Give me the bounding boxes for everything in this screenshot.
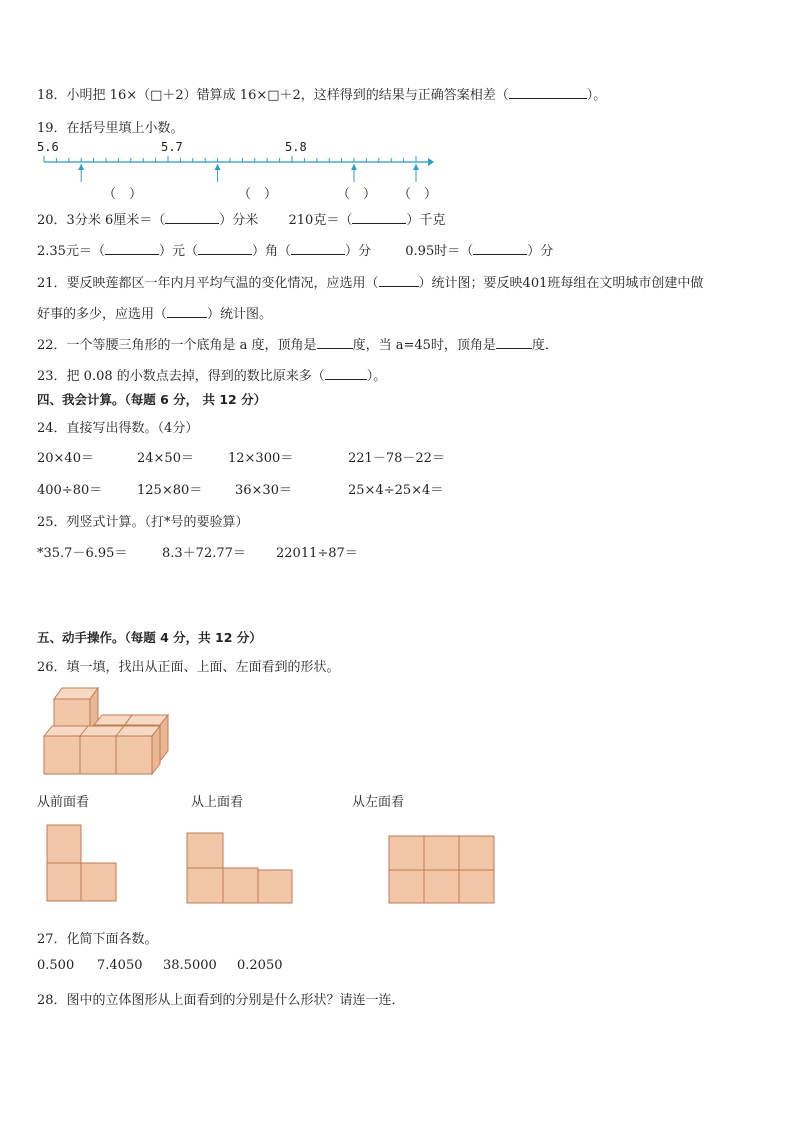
section-4-heading: 四、我会计算。（每题 6 分， 共 12 分） [37,392,267,407]
left-view-shape [388,835,496,905]
q23-blank[interactable] [325,367,367,380]
question-25-title: 25．列竖式计算。（打*号的要验算） [37,515,249,530]
q24-item-4: 221－78－22＝ [348,451,445,466]
q20-blank-2[interactable] [352,211,406,224]
numberline-pointer-head-4 [413,164,419,170]
numberline-answer-2[interactable]: （ ） [238,187,278,202]
question-20b: 2.35元＝（ ）元（ ）角（ ）分 0.95时＝（ ）分 [37,244,554,259]
q24-item-7: 36×30＝ [235,483,292,498]
question-28-title: 28．图中的立体图形从上面看到的分别是什么形状？请连一连． [37,993,405,1008]
q18-answer-blank[interactable] [509,86,587,99]
q24-item-8: 25×4÷25×4＝ [348,483,444,498]
numberline-pointer-head-1 [78,164,84,170]
cube-stack-figure [42,685,177,777]
q27-num-3: 38.5000 [163,958,217,973]
q20b-blank-minutes[interactable] [473,242,527,255]
numberline-label-5-6: 5.6 [37,140,59,154]
numberline-pointer-head-3 [351,164,357,170]
q22-blank-1[interactable] [317,336,353,349]
question-22: 22．一个等腰三角形的一个底角是 a 度，顶角是 度，当 a=45时，顶角是 度． [37,338,558,353]
q20b-blank-fen[interactable] [291,242,345,255]
numberline-answer-4[interactable]: （ ） [398,187,438,202]
question-20: 20．3分米 6厘米＝（ ）分米 210克＝（ ）千克 [37,213,446,228]
q25-item-3: 22011÷87＝ [276,546,358,561]
view-label-left: 从左面看 [352,795,405,810]
q21-blank-2[interactable] [167,305,207,318]
q18-text: 18．小明把 16×（□＋2）错算成 16×□＋2，这样得到的结果与正确答案相差（ [37,88,509,103]
numberline-label-5-7: 5.7 [161,140,183,154]
q25-item-2: 8.3＋72.77＝ [162,546,246,561]
section-5-heading: 五、动手操作。（每题 4 分，共 12 分） [37,630,262,645]
view-label-top: 从上面看 [191,795,244,810]
view-label-front: 从前面看 [37,795,90,810]
q27-num-1: 0.500 [37,958,75,973]
numberline-answer-3[interactable]: （ ） [337,187,377,202]
numberline-pointer-head-2 [215,164,221,170]
question-18: 18．小明把 16×（□＋2）错算成 16×□＋2，这样得到的结果与正确答案相差（ ）。 [37,88,607,103]
number-line [40,148,460,188]
top-view-shape [186,832,294,906]
numberline-answer-1[interactable]: （ ） [103,187,143,202]
q27-num-4: 0.2050 [237,958,283,973]
q25-item-1: *35.7－6.95＝ [37,546,128,561]
question-26-title: 26．填一填，找出从正面、上面、左面看到的形状。 [37,660,340,675]
q20-blank-1[interactable] [165,211,219,224]
q24-item-3: 12×300＝ [228,451,294,466]
question-24-title: 24．直接写出得数。（4分） [37,421,199,436]
q20b-blank-jiao[interactable] [198,242,252,255]
numberline-arrowhead [428,158,434,166]
question-23: 23．把 0.08 的小数点去掉，得到的数比原来多（ ）。 [37,369,387,384]
q21-blank-1[interactable] [379,274,419,287]
q27-num-2: 7.4050 [97,958,143,973]
question-19: 19．在括号里填上小数。 [37,121,184,136]
q24-item-1: 20×40＝ [37,451,94,466]
front-view-shape [46,824,118,904]
q24-item-6: 125×80＝ [137,483,203,498]
question-21-line1: 21．要反映莲都区一年内月平均气温的变化情况，应选用（ ）统计图；要反映401班每组在文明城市创建中做 [37,276,704,291]
q24-item-5: 400÷80＝ [37,483,103,498]
q22-blank-2[interactable] [496,336,532,349]
question-27-title: 27．化简下面各数。 [37,932,158,947]
question-21-line2: 好事的多少，应选用（ ）统计图。 [37,307,273,322]
q24-item-2: 24×50＝ [137,451,194,466]
q20b-blank-yuan[interactable] [105,242,159,255]
numberline-label-5-8: 5.8 [285,140,307,154]
